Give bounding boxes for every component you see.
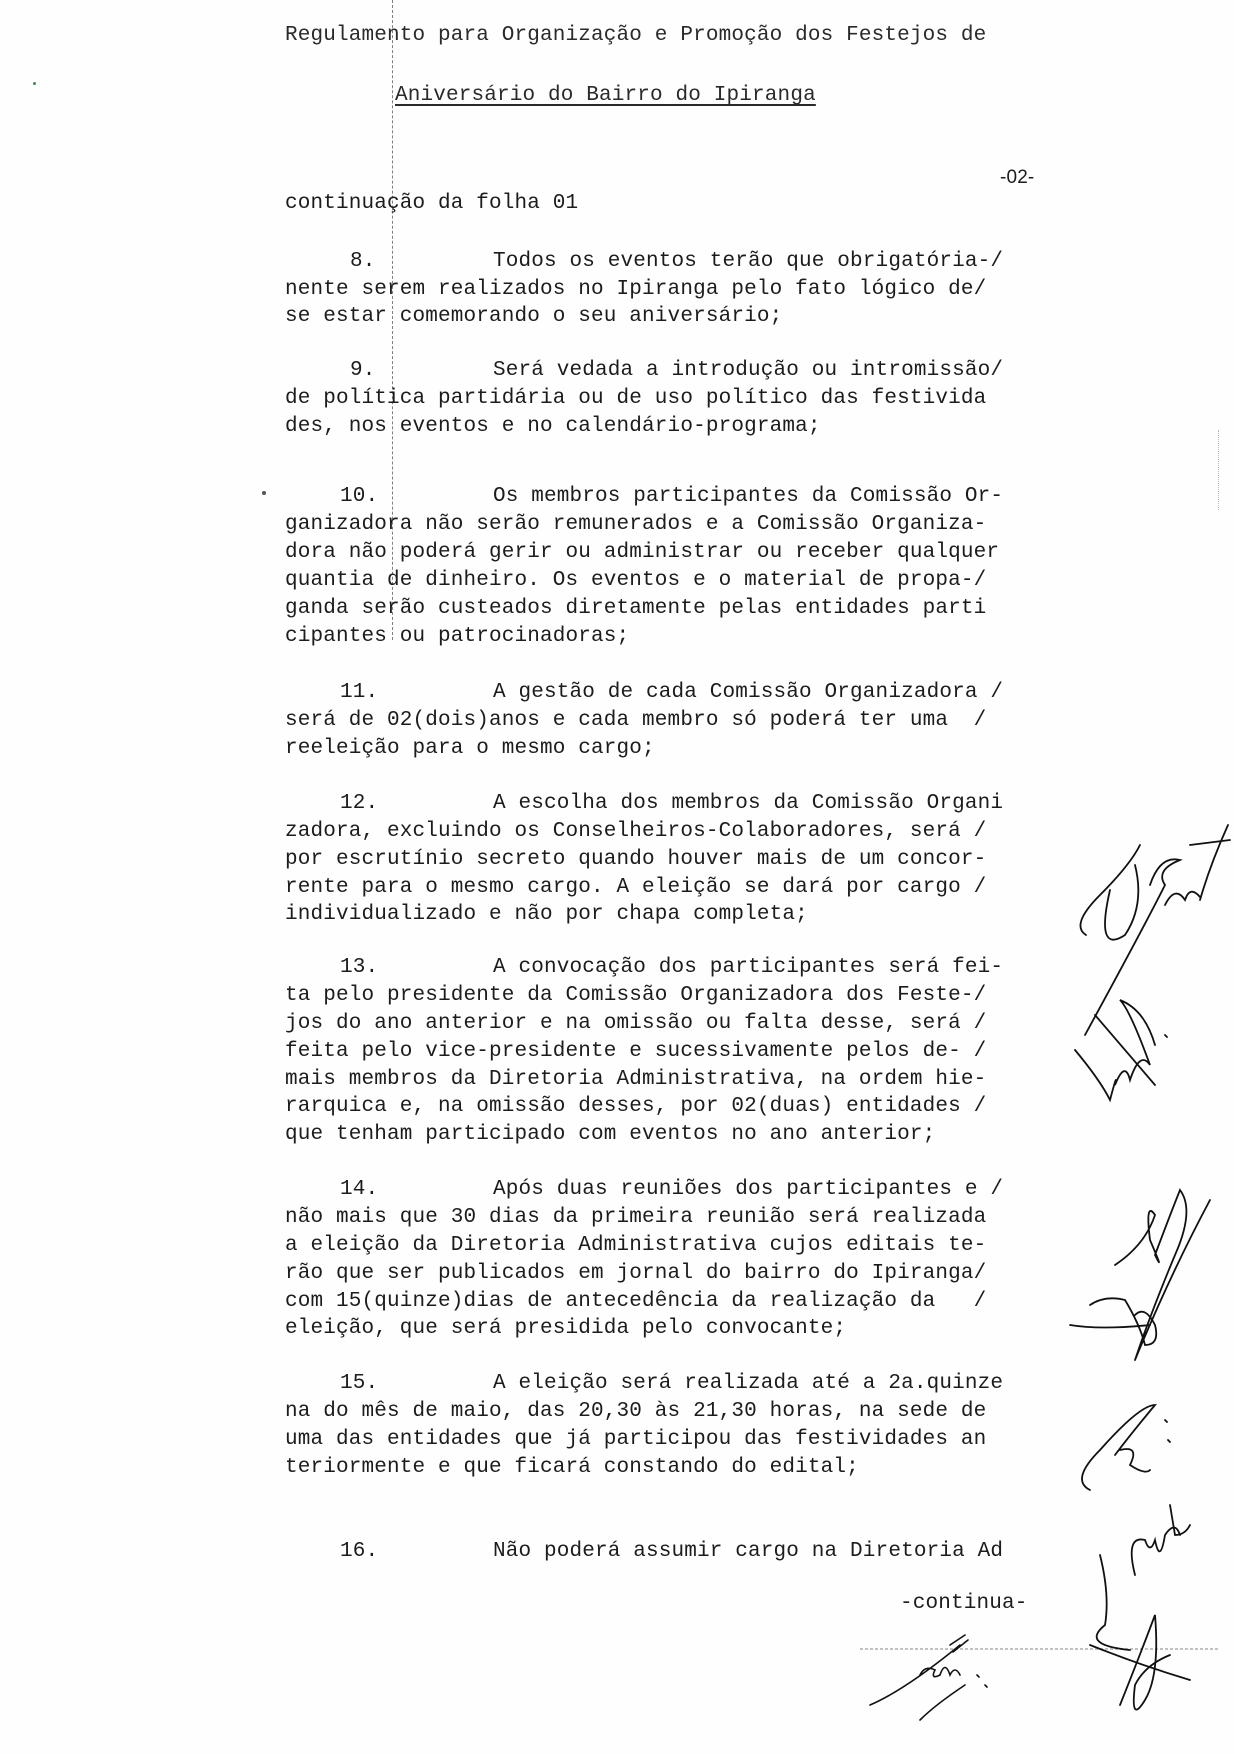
clause-line: Não poderá assumir cargo na Diretoria Ad [493, 1540, 1004, 1563]
clause-line: jos do ano anterior e na omissão ou falta desse, será / [285, 1012, 987, 1035]
clause-line: Todos os eventos terão que obrigatória-/ [493, 250, 1004, 273]
speck [262, 491, 266, 495]
clause-number: 8. [350, 250, 376, 273]
clause-line: feita pelo vice-presidente e sucessivamente pelos de- / [285, 1040, 987, 1063]
document-title-line2: Aniversário do Bairro do Ipiranga [395, 84, 816, 107]
clause-line: rão que ser publicados em jornal do bairro do Ipiranga/ [285, 1262, 987, 1285]
signature-4 [1060, 1380, 1180, 1500]
clause-line: cipantes ou patrocinadoras; [285, 625, 630, 648]
signature-2 [1070, 990, 1180, 1110]
clause-line: teriormente e que ficará constando do edital; [285, 1456, 859, 1479]
clause-line: A convocação dos participantes será fei- [493, 956, 1004, 979]
clause-line: uma das entidades que já participou das festividades an [285, 1428, 987, 1451]
clause-line: na do mês de maio, das 20,30 às 21,30 horas, na sede de [285, 1400, 987, 1423]
clause-line: A eleição será realizada até a 2a.quinze [493, 1372, 1004, 1395]
signature-3 [1050, 1185, 1220, 1365]
clause-line: Será vedada a introdução ou intromissão/ [493, 359, 1004, 382]
continuation-note: continuação da folha 01 [285, 192, 579, 215]
clause-line: eleição, que será presidida pelo convocante; [285, 1317, 847, 1340]
clause-number: 11. [340, 681, 379, 704]
clause-number: 15. [340, 1372, 379, 1395]
continues-marker: -continua- [900, 1592, 1028, 1615]
clause-line: Os membros participantes da Comissão Or- [493, 485, 1004, 508]
clause-number: 10. [340, 485, 379, 508]
clause-line: rente para o mesmo cargo. A eleição se dará por cargo / [285, 876, 987, 899]
clause-line: individualizado e não por chapa completa; [285, 903, 808, 926]
clause-line: dora não poderá gerir ou administrar ou receber qualquer [285, 541, 1000, 564]
clause-line: ganizadora não serão remunerados e a Comissão Organiza- [285, 513, 987, 536]
page-number: -02- [1000, 167, 1035, 188]
clause-line: A escolha dos membros da Comissão Organi [493, 792, 1004, 815]
signature-1 [1050, 815, 1230, 955]
clause-number: 16. [340, 1540, 379, 1563]
clause-line: por escrutínio secreto quando houver mais de um concor- [285, 848, 987, 871]
clause-line: com 15(quinze)dias de antecedência da realização da / [285, 1290, 987, 1313]
clause-line: de política partidária ou de uso político das festivida [285, 387, 987, 410]
clause-line: reeleição para o mesmo cargo; [285, 737, 655, 760]
clause-line: mais membros da Diretoria Administrativa, na ordem hie- [285, 1068, 987, 1091]
clause-number: 13. [340, 956, 379, 979]
clause-line: zadora, excluindo os Conselheiros-Colaboradores, será / [285, 820, 987, 843]
document-title-line1: Regulamento para Organização e Promoção dos Festejos de [285, 24, 987, 47]
clause-line: des, nos eventos e no calendário-programa; [285, 415, 821, 438]
clause-line: a eleição da Diretoria Administrativa cujos editais te- [285, 1234, 987, 1257]
clause-number: 9. [350, 359, 376, 382]
clause-line: não mais que 30 dias da primeira reunião será realizada [285, 1206, 987, 1229]
clause-line: Após duas reuniões dos participantes e / [493, 1178, 1004, 1201]
clause-line: que tenham participado com eventos no ano anterior; [285, 1123, 936, 1146]
clause-line: nente serem realizados no Ipiranga pelo fato lógico de/ [285, 278, 987, 301]
speck [33, 82, 36, 85]
clause-line: ta pelo presidente da Comissão Organizadora dos Feste-/ [285, 984, 987, 1007]
clause-number: 12. [340, 792, 379, 815]
clause-line: A gestão de cada Comissão Organizadora / [493, 681, 1004, 704]
clause-number: 14. [340, 1178, 379, 1201]
clause-line: rarquica e, na omissão desses, por 02(duas) entidades / [285, 1095, 987, 1118]
signature-6 [865, 1630, 1005, 1720]
clause-line: se estar comemorando o seu aniversário; [285, 305, 783, 328]
right-edge-mark [1218, 430, 1219, 510]
clause-line: quantia de dinheiro. Os eventos e o material de propa-/ [285, 569, 987, 592]
clause-line: será de 02(dois)anos e cada membro só poderá ter uma / [285, 709, 987, 732]
clause-line: ganda serão custeados diretamente pelas entidades parti [285, 597, 987, 620]
signature-5 [1060, 1495, 1220, 1745]
